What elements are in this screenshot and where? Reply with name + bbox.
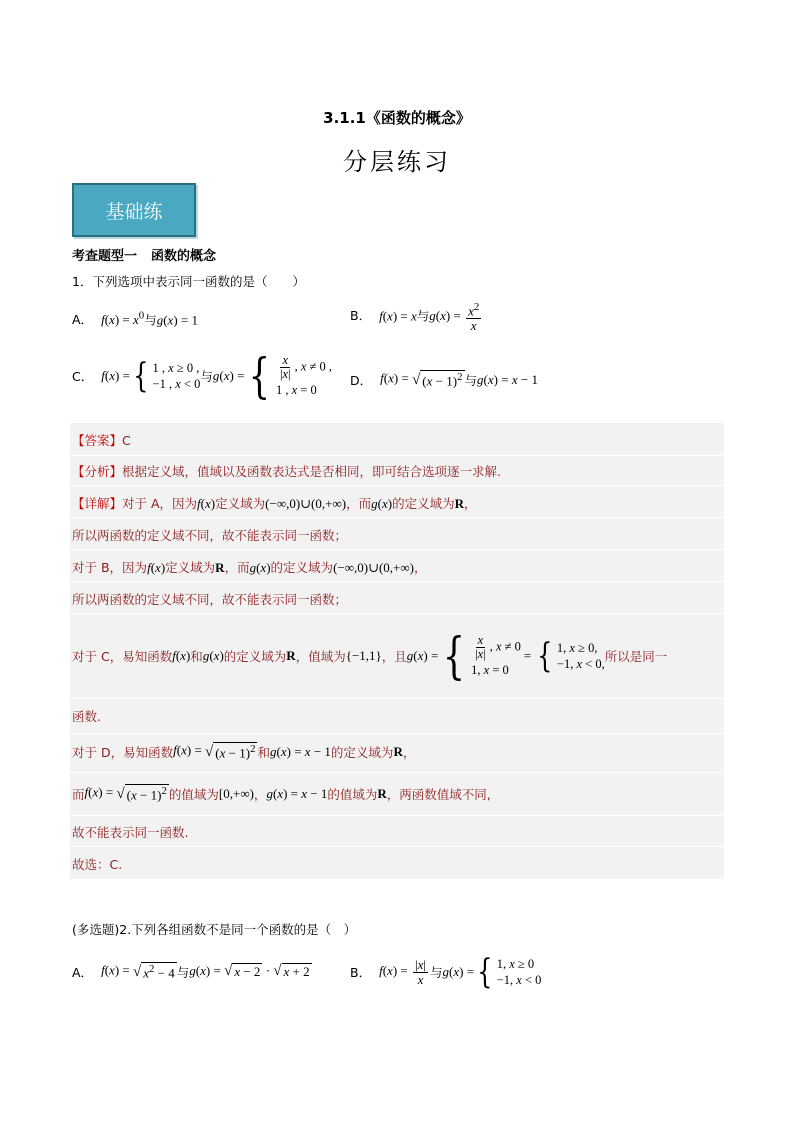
answer-tag: 【答案】 (72, 433, 123, 448)
text: 的定义域为 (270, 560, 334, 575)
formula: f(x) = √ $x^2 - 4$ (101, 962, 175, 981)
analysis-tag: 【分析】 (72, 464, 123, 479)
detail-line-10: 故选：C. (72, 857, 123, 872)
formula: f(x) = (101, 368, 130, 383)
formula: f(x) = $\frac{|x|}{x}$ (379, 956, 426, 987)
topic-heading (72, 245, 216, 264)
text: 和 (190, 649, 203, 664)
analysis-line (72, 462, 501, 480)
text: ，值域为 (295, 649, 346, 664)
formula: g(x) = (442, 964, 475, 979)
text: 和 (257, 744, 270, 760)
text: 对于 A，因为 (122, 496, 198, 511)
text: ，而 (224, 560, 250, 575)
q1-option-a (72, 310, 198, 328)
formula: f(x) = √ $(x - 1)^2$ (380, 370, 463, 389)
detail-line-6: 函数. (72, 709, 101, 724)
text: 的值域为 (327, 786, 378, 802)
question-2-stem: (多选题)2.下列各组函数不是同一个函数的是（ ） (72, 922, 357, 937)
topic-label: 考查题型一 (72, 249, 138, 264)
page-title: 3.1.1《函数的概念》 (323, 109, 471, 127)
q2-option-a (72, 962, 312, 981)
formula: g(x) = x − 1 (477, 371, 538, 387)
q2-option-b (350, 952, 542, 992)
question-1-stem: 1．下列选项中表示同一函数的是（ ） (72, 274, 305, 289)
piecewise: { $\frac{x}{|x|}$ , x ≠ 0 1, x = 0 (443, 627, 521, 685)
analysis-text: 根据定义域，值域以及函数表达式是否相同，即可结合选项逐一求解. (122, 464, 501, 479)
text: ， (463, 496, 477, 511)
option-label: D． (350, 372, 373, 388)
text: 所以是同一 (604, 649, 668, 664)
q1-option-d (350, 370, 538, 389)
joiner: 与 (144, 312, 157, 328)
detail-tag: 【详解】 (72, 496, 123, 511)
piecewise: { 1, x ≥ 0 −1, x < 0 (477, 952, 542, 992)
piecewise: { $\frac{x}{|x|}$ , x ≠ 0 , 1 , x = 0 (249, 348, 332, 404)
text: 对于 B，因为 (72, 560, 148, 575)
section-badge: 基础练 (72, 183, 196, 237)
detail-line-8: 而 f(x) = √ $(x - 1)^2$ 的值域为 [0,+∞) ， g(x) = x − 1 的值域为 R ，两函数值域不同, (72, 784, 491, 803)
joiner: 与 (176, 964, 190, 980)
text: 的定义域为 (223, 649, 287, 664)
text: ，且 (381, 649, 407, 664)
text: 对于 D，易知函数 (72, 744, 174, 760)
formula: $f(x) = x^0$ (101, 310, 145, 328)
text: ，而 (346, 496, 372, 511)
text: 的定义域为 (330, 744, 394, 760)
text: 的值域为 (168, 786, 219, 802)
page-subtitle: 分层练习 (343, 148, 451, 176)
piecewise: { 1 , x ≥ 0 , −1 , x < 0 (133, 356, 201, 396)
detail-line-7: 对于 D，易知函数 f(x) = √ $(x - 1)^2$ 和 g(x) = x − 1 的定义域为 R ， (72, 742, 416, 761)
q1-option-b (350, 302, 483, 333)
text: 定义域为 (215, 496, 266, 511)
formula: f(x) = x (379, 308, 417, 324)
detail-line-4: 所以两函数的定义域不同，故不能表示同一函数； (72, 592, 348, 607)
joiner: 与 (464, 372, 478, 388)
detail-line-1: 【详解】对于 A，因为f(x)定义域为(−∞,0)∪(0,+∞)，而g(x)的定义域为R， (72, 496, 477, 511)
answer-value: C (122, 433, 131, 448)
formula: g(x) = $\frac{x^2}{x}$ (429, 301, 480, 333)
option-label: B． (350, 308, 372, 324)
answer-line (72, 431, 131, 449)
joiner: 与 (430, 965, 443, 980)
text: 定义域为 (165, 560, 216, 575)
piecewise: { 1, x ≥ 0, −1, x < 0, (537, 636, 605, 676)
text: ， (402, 744, 416, 760)
q1-option-c (72, 348, 332, 404)
joiner: 与 (416, 308, 430, 324)
text: 而 (72, 786, 85, 802)
option-label: A． (72, 964, 94, 980)
option-label: C． (72, 369, 94, 384)
detail-line-3: 对于 B，因为f(x)定义域为R，而g(x)的定义域为(−∞,0)∪(0,+∞)， (72, 560, 427, 575)
formula: g(x) = 1 (156, 312, 198, 328)
text: 的定义域为 (392, 496, 455, 511)
topic-name: 函数的概念 (151, 249, 217, 264)
formula: g(x) = √ x − 2 · √ x + 2 (189, 962, 310, 980)
text: ， (253, 786, 267, 802)
formula: g(x) = (212, 368, 245, 383)
detail-line-2: 所以两函数的定义域不同，故不能表示同一函数； (72, 528, 348, 543)
detail-line-9: 故不能表示同一函数. (72, 825, 189, 840)
option-label: A． (72, 312, 94, 328)
option-label: B． (350, 965, 372, 980)
joiner: 与 (200, 369, 213, 384)
text: 对于 C，易知函数 (72, 649, 173, 664)
text: ， (413, 560, 427, 575)
detail-line-5: 对于 C，易知函数 f(x) 和 g(x) 的定义域为 R ，值域为 {−1,1} ，且 g(x) = { $\frac{x}{|x|}$ , x ≠ 0 1, x = 0 = { 1, x ≥ 0, −1, x < 0, 所以是同一 (72, 627, 668, 685)
text: ，两函数值域不同, (386, 786, 491, 802)
